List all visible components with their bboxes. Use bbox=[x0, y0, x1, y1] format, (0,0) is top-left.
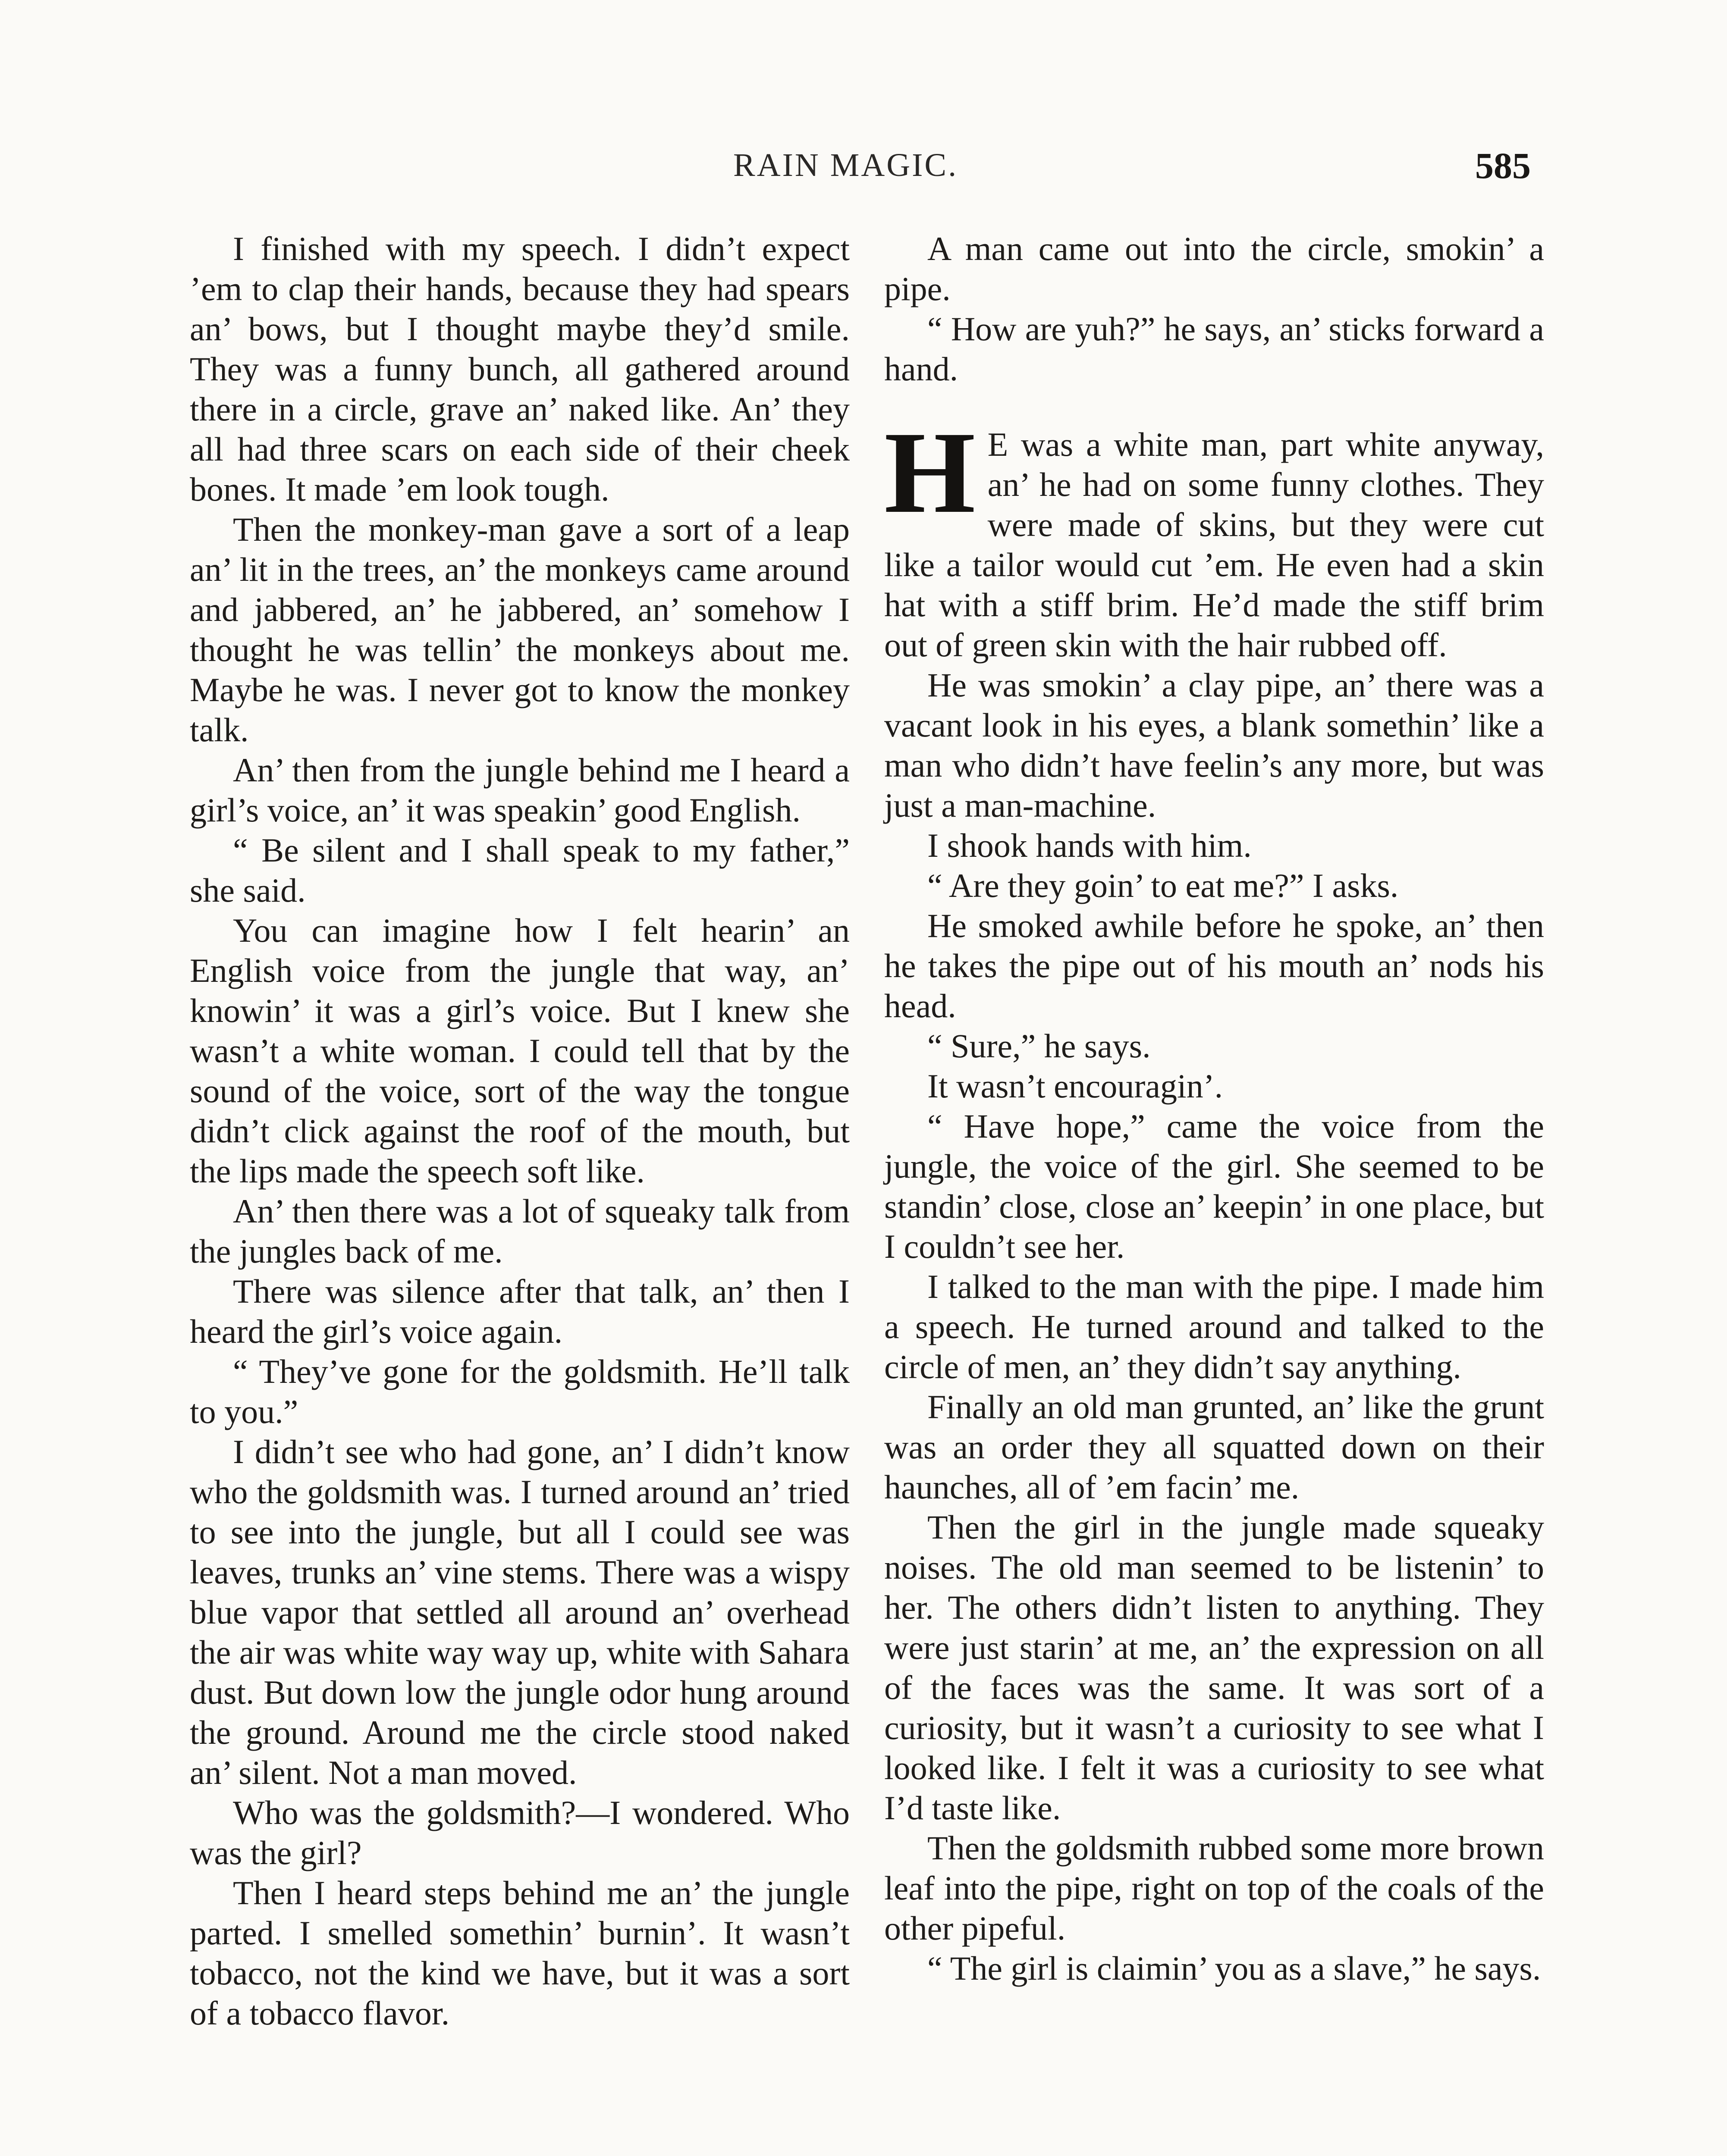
paragraph: Then the girl in the jungle made squeaky noises. The old man seemed to be listenin’ to her. The others didn’t listen to anything. They were just starin’ at me, an’ the expression on all of the faces was the same. It was sort of a curiosity, but it wasn’t a curiosity to see what I looked like. I felt it was a curiosity to see what I’d taste like. bbox=[884, 1508, 1544, 1827]
paragraph: “ They’ve gone for the goldsmith. He’ll talk to you.” bbox=[190, 1353, 850, 1430]
paragraph: Then the goldsmith rubbed some more brown leaf into the pipe, right on top of the coals of the other pipeful. bbox=[884, 1829, 1544, 1947]
paragraph: “ Sure,” he says. bbox=[927, 1027, 1151, 1065]
paragraph: “ Have hope,” came the voice from the jungle, the voice of the girl. She seemed to be standin’ close, close an’ keepin’ in one place, but I couldn’t see her. bbox=[884, 1107, 1544, 1265]
paragraph: It wasn’t encouragin’. bbox=[927, 1067, 1223, 1105]
paragraph: There was silence after that talk, an’ then I heard the girl’s voice again. bbox=[190, 1272, 850, 1350]
right-column bbox=[884, 229, 1544, 1988]
running-title: RAIN MAGIC. bbox=[733, 147, 958, 183]
paragraph: A man came out into the circle, smokin’ a pipe. bbox=[884, 230, 1544, 307]
paragraph: Who was the goldsmith?—I wondered. Who was the girl? bbox=[190, 1794, 850, 1871]
paragraph: “ How are yuh?” he says, an’ sticks forward a hand. bbox=[884, 310, 1544, 388]
paragraph: He smoked awhile before he spoke, an’ then he takes the pipe out of his mouth an’ nods his head. bbox=[884, 907, 1544, 1025]
paragraph: You can imagine how I felt hearin’ an English voice from the jungle that way, an’ knowin’ it was a girl’s voice. But I knew she wasn’t a white woman. I could tell that by the sound of the voice, sort of the way the tongue didn’t click against the roof of the mouth, but the lips made the speech soft like. bbox=[190, 912, 850, 1190]
section-break bbox=[884, 389, 1544, 424]
page-number: 585 bbox=[1475, 145, 1531, 186]
left-column bbox=[190, 229, 850, 2033]
paragraph: An’ then from the jungle behind me I heard a girl’s voice, an’ it was speakin’ good English. bbox=[190, 751, 850, 829]
paragraph: An’ then there was a lot of squeaky talk from the jungles back of me. bbox=[190, 1192, 850, 1270]
dropcap-paragraph-text: E was a white man, part white anyway, an’ he had on some funny clothes. They were made of skins, but they were cut like a tailor would cut ’em. He even had a skin hat with a stiff brim. He’d made the stiff brim out of green skin with the hair rubbed off. bbox=[884, 426, 1544, 664]
paragraph: I shook hands with him. bbox=[927, 827, 1252, 864]
paragraph: Then I heard steps behind me an’ the jungle parted. I smelled somethin’ burnin’. It wasn’t tobacco, not the kind we have, but it was a sort of a tobacco flavor. bbox=[190, 1874, 850, 2032]
paragraph: “ Are they goin’ to eat me?” I asks. bbox=[927, 867, 1399, 904]
paragraph: He was smokin’ a clay pipe, an’ there was a vacant look in his eyes, a blank somethin’ like a man who didn’t have feelin’s any more, but was just a man-machine. bbox=[884, 666, 1544, 824]
drop-cap: H bbox=[884, 407, 976, 537]
paragraph: “ Be silent and I shall speak to my father,” she said. bbox=[190, 831, 850, 909]
paragraph: I talked to the man with the pipe. I made him a speech. He turned around and talked to the circle of men, an’ they didn’t say anything. bbox=[884, 1268, 1544, 1385]
paragraph: Then the monkey-man gave a sort of a leap an’ lit in the trees, an’ the monkeys came around and jabbered, an’ he jabbered, an’ somehow I thought he was tellin’ the monkeys about me. Maybe he was. I never got to know the monkey talk. bbox=[190, 511, 850, 749]
paragraph: I finished with my speech. I didn’t expect ’em to clap their hands, because they had spears an’ bows, but I thought maybe they’d smile. They was a funny bunch, all gathered around there in a circle, grave an’ naked like. An’ they all had three scars on each side of their cheek bones. It made ’em look tough. bbox=[190, 230, 850, 508]
page-header bbox=[0, 147, 1727, 198]
dropcap-paragraph bbox=[884, 407, 1544, 665]
paragraph: I didn’t see who had gone, an’ I didn’t know who the goldsmith was. I turned around an’ tried to see into the jungle, but all I could see was leaves, trunks an’ vine stems. There was a wispy blue vapor that settled all around an’ overhead the air was white way way up, white with Sahara dust. But down low the jungle odor hung around the ground. Around me the circle stood naked an’ silent. Not a man moved. bbox=[190, 1433, 850, 1791]
paragraph: Finally an old man grunted, an’ like the grunt was an order they all squatted down on their haunches, all of ’em facin’ me. bbox=[884, 1388, 1544, 1506]
paragraph: “ The girl is claimin’ you as a slave,” he says. bbox=[927, 1949, 1541, 1987]
